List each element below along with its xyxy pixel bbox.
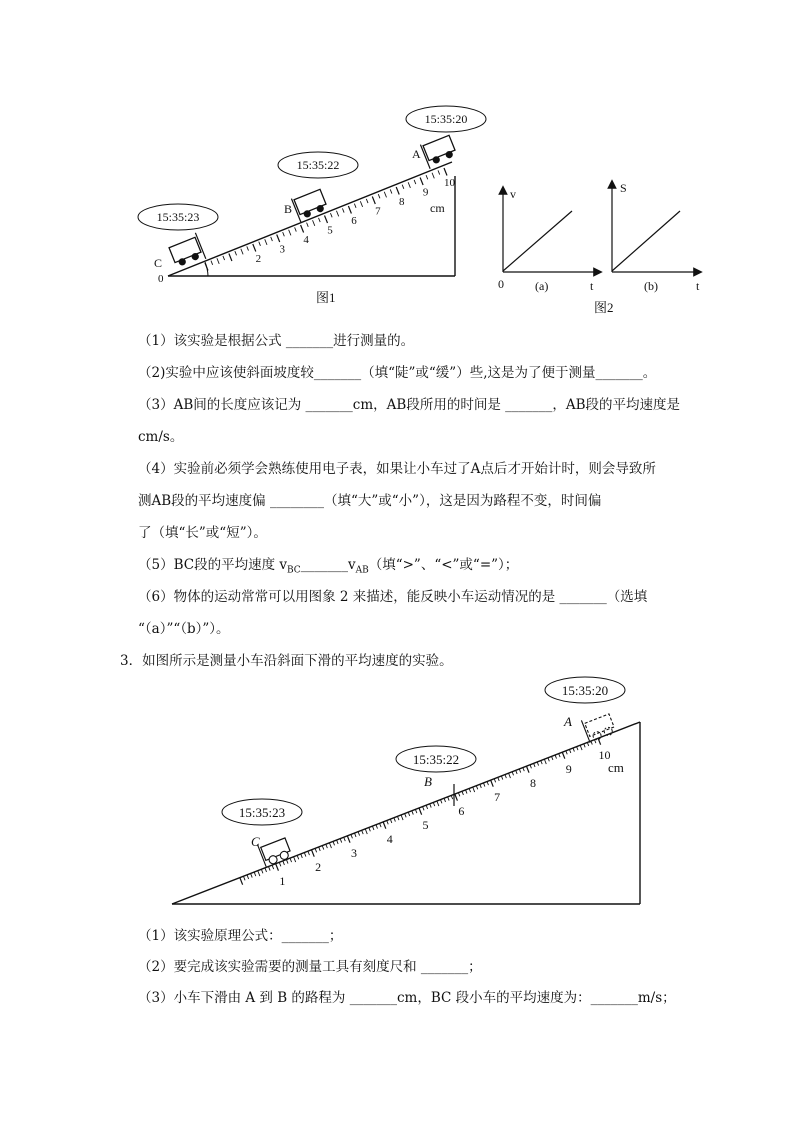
- figure-3-ruler-tick: [240, 878, 243, 885]
- figure-1-ruler-label: 10: [444, 176, 456, 189]
- figure-3-ruler-tick: [390, 819, 391, 823]
- q2-line-4-end: 了（填“长”或“短”）。: [138, 525, 267, 541]
- figure-3-ruler-tick: [290, 858, 291, 862]
- figure-3-ruler-tick: [358, 832, 359, 836]
- figure-3-ruler-tick: [258, 871, 260, 876]
- figure-3-ruler-tick: [376, 825, 377, 829]
- figure-3-ruler-tick: [244, 877, 245, 881]
- q2-line-5-sub-ab: AB: [355, 565, 369, 576]
- figure-3-ruler-tick: [562, 752, 565, 759]
- figure-3-ruler-tick: [455, 794, 458, 801]
- figure-1-point-a: A: [412, 147, 421, 161]
- figure-2-caption: 图2: [594, 300, 614, 315]
- q2-line-5-pre: （5）BC段的平均速度 v: [138, 557, 288, 573]
- figure-1-caption: 图1: [316, 290, 336, 305]
- figure-3-ruler-label: 5: [422, 817, 429, 832]
- q2-line-5-post: （填“>”、“<”或“=”）；: [368, 557, 519, 573]
- figure-3-ruler-label: 8: [529, 775, 536, 790]
- figure-3-ruler-label: 7: [494, 789, 501, 804]
- figure-1-ruler-label: 3: [279, 243, 285, 256]
- figure-1-timer-a: 15:35:20: [424, 112, 468, 126]
- figure-3-ruler-tick: [287, 860, 288, 864]
- q2-line-4-cont: 测AB段的平均速度偏 ________（填“大”或“小”），这是因为路程不变，时间偏: [138, 493, 602, 509]
- figure-3-timer-c: 15:35:23: [238, 805, 286, 820]
- figure-3-ruler-tick: [351, 835, 352, 839]
- figure-3-point-a: A: [564, 714, 572, 729]
- q2-line-1: （1）该实验是根据公式 _______进行测量的。: [138, 333, 415, 349]
- figure-3-ruler-tick: [419, 808, 422, 815]
- figure-1-timer-c: 15:35:23: [156, 210, 200, 224]
- figure-3-ruler-tick: [491, 780, 494, 787]
- figure-3-ruler-tick: [272, 865, 273, 869]
- figure-3-ruler-tick: [344, 837, 345, 841]
- figure-3-ruler-tick: [297, 856, 298, 860]
- figure-1-ruler-label: 9: [422, 186, 429, 199]
- figure-3-ruler-tick: [365, 829, 367, 834]
- graph-b-ylabel: S: [620, 181, 627, 195]
- q3-line-1: （1）该实验原理公式：_______；: [138, 928, 343, 944]
- figure-1-ruler-label: 5: [327, 224, 333, 237]
- figure-3-ruler-tick: [283, 861, 284, 865]
- q2-line-6: （6）物体的运动常常可以用图象 2 来描述，能反映小车运动情况的是 _______（选填: [138, 589, 648, 605]
- graph-a-ylabel: v: [510, 187, 516, 201]
- q2-line-3: （3）AB间的长度应该记为 _______cm，AB段所用的时间是 _______，AB段的平均速度是: [138, 397, 681, 413]
- figure-3-ruler-label: 1: [279, 873, 286, 888]
- figure-3-ruler-tick: [326, 844, 327, 848]
- figure-3-ruler-label: 9: [565, 761, 572, 776]
- figure-3-timer-a: 15:35:20: [561, 683, 609, 698]
- figure-3-ruler-tick: [261, 870, 262, 874]
- figure-3-ruler-tick: [265, 868, 266, 872]
- figure-3-ruler-tick: [312, 850, 315, 857]
- figure-3-ruler-tick: [347, 836, 350, 843]
- figure-3-ruler-label: 4: [386, 831, 393, 846]
- figure-3-ruler-label: 3: [350, 845, 357, 860]
- figure-3-ruler-tick: [254, 872, 255, 876]
- figure-1-point-b: B: [284, 202, 293, 216]
- figure-3-ruler-tick: [315, 849, 316, 853]
- figure-1-timer-b: 15:35:22: [296, 158, 340, 172]
- q2-line-4: （4）实验前必须学会熟练使用电子表，如果让小车过了A点后才开始计时，则会导致所: [138, 461, 656, 477]
- figure-3-ruler-tick: [319, 847, 320, 851]
- figure-1-ruler-label: 4: [303, 233, 309, 246]
- figure-3-ruler-tick: [322, 846, 323, 850]
- figure-3-ruler-tick: [308, 851, 309, 855]
- figure-3-ruler-tick: [251, 874, 252, 878]
- figure-1-point-c: C: [154, 256, 163, 270]
- graph-b-xlabel: t: [696, 279, 700, 293]
- figure-3-ruler-tick: [401, 815, 403, 820]
- figure-3-ruler-tick: [337, 840, 338, 844]
- figure-1-unit: cm: [430, 201, 445, 215]
- figure-3-ruler-tick: [276, 864, 279, 871]
- graph-a-origin: 0: [498, 277, 504, 291]
- figure-3-ruler-tick: [301, 854, 302, 858]
- figure-3-ruler-tick: [526, 766, 529, 773]
- q2-line-6-cont: “（a）”“（b）”）。: [138, 621, 230, 637]
- q2-line-3-cont: cm/s。: [138, 429, 184, 445]
- q2-line-5-mid: _______v: [300, 557, 356, 573]
- q3-title: 3．如图所示是测量小车沿斜面下滑的平均速度的实验。: [120, 653, 453, 669]
- figure-3-ruler-tick: [473, 787, 475, 792]
- figure-3-ruler-tick: [369, 828, 370, 832]
- figure-3-point-c: C: [251, 834, 260, 849]
- figure-3-ruler-tick: [372, 826, 373, 830]
- figure-3-ruler-tick: [437, 801, 439, 806]
- figure-3-unit: cm: [608, 760, 624, 775]
- figure-3-ruler-tick: [330, 843, 332, 848]
- figure-3-ruler-tick: [340, 839, 341, 843]
- figure-3-ruler-tick: [355, 833, 356, 837]
- figure-3-ruler-tick: [394, 818, 395, 822]
- q3-line-3: （3）小车下滑由 A 到 B 的路程为 _______cm，BC 段小车的平均速度为：_______m/s；: [138, 990, 676, 1006]
- figure-1-ruler-label: 2: [255, 252, 262, 265]
- figure-3-ruler-label: 6: [458, 803, 465, 818]
- figure-3-ruler-tick: [333, 842, 334, 846]
- figure-1-ruler-label: 7: [375, 205, 381, 218]
- figure-3-timer-b: 15:35:22: [412, 752, 460, 767]
- graph-a-xlabel: t: [590, 279, 594, 293]
- q3-line-2: （2）要完成该实验需要的测量工具有刻度尺和 _______；: [138, 959, 482, 975]
- figure-1-ruler-label: 6: [351, 214, 357, 227]
- figure-3-ruler-tick: [279, 863, 280, 867]
- figure-3-ruler-tick: [294, 857, 296, 862]
- figure-3-ruler-tick: [380, 823, 381, 827]
- figure-3-ruler-tick: [304, 853, 305, 857]
- figure-1-ruler-label: 8: [398, 195, 405, 208]
- figure-3-ruler-tick: [362, 830, 363, 834]
- q2-line-5-sub-bc: BC: [287, 565, 301, 576]
- figure-3-ruler-tick: [387, 821, 388, 825]
- figure-3-ruler-tick: [247, 875, 248, 879]
- figure-3-ruler-label: 2: [315, 859, 322, 874]
- figure-1-zero: 0: [158, 273, 164, 285]
- q2-line-2: （2)实验中应该使斜面坡度较_______（填“陡”或“缓”）些,这是为了便于测量_______。: [138, 365, 657, 381]
- figure-3-point-b: B: [424, 774, 432, 789]
- figure-3-ruler-label: 10: [598, 747, 611, 762]
- figure-3-ruler-tick: [269, 867, 270, 871]
- graph-b-tag: (b): [644, 279, 658, 293]
- graph-a-tag: (a): [535, 279, 549, 293]
- figure-3-ruler-tick: [383, 822, 386, 829]
